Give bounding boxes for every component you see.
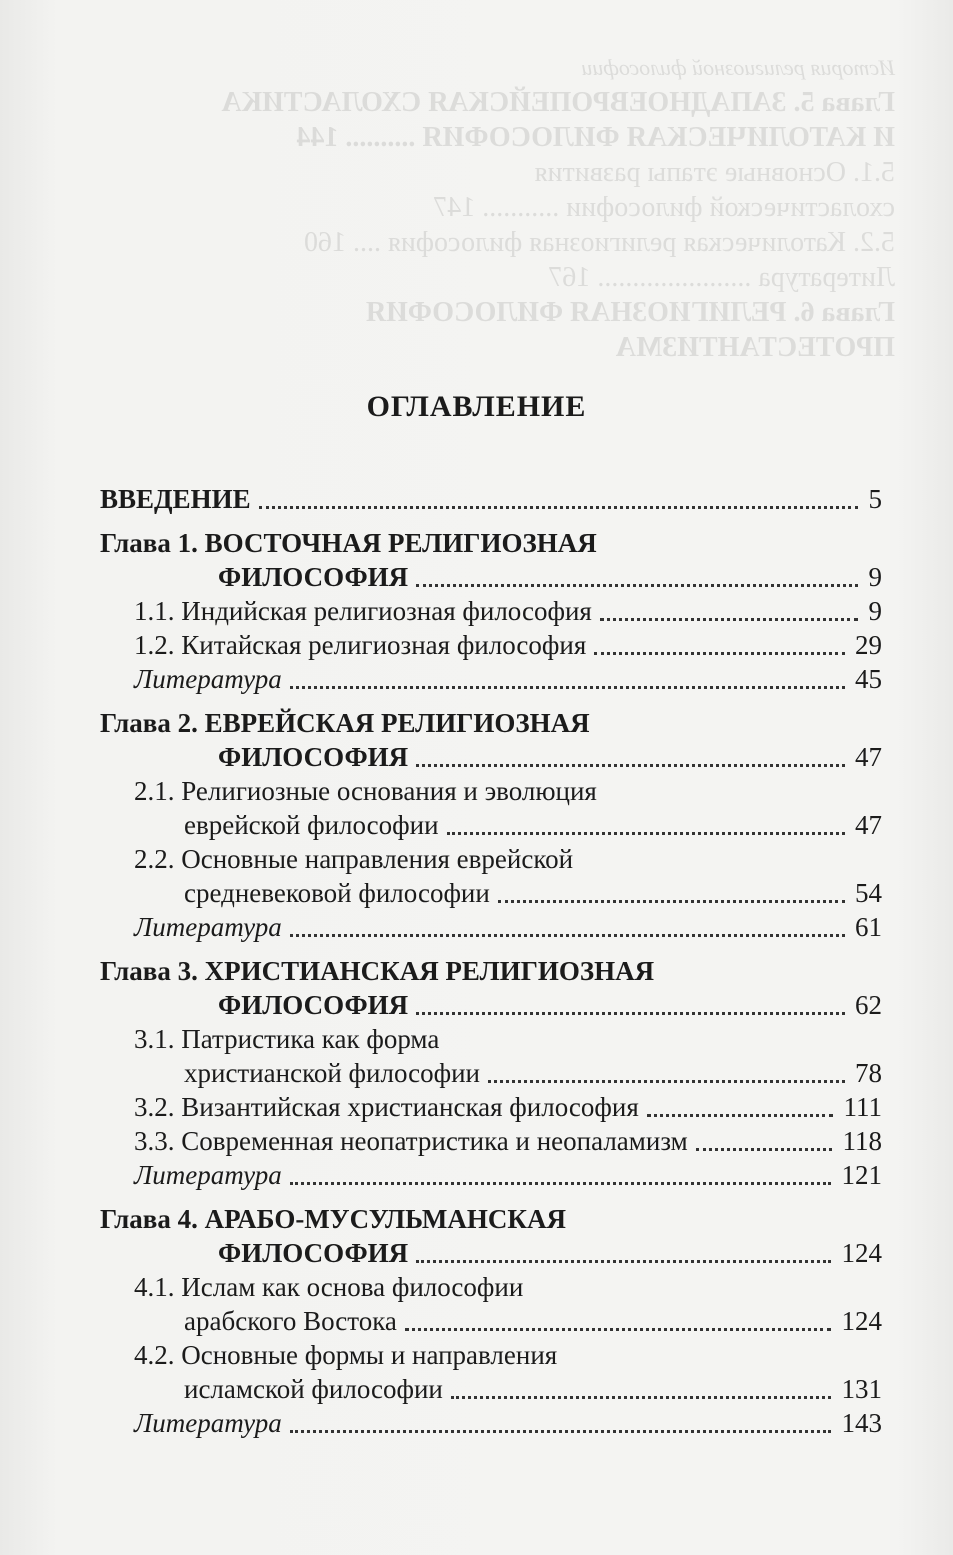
toc-entry bbox=[100, 910, 882, 944]
dot-leader bbox=[290, 934, 845, 937]
toc-entry bbox=[100, 808, 882, 842]
reverse-line: Литература ...................... 167 bbox=[548, 262, 895, 293]
toc-entry-title: ФИЛОСОФИЯ bbox=[218, 742, 409, 772]
toc-page-number: 9 bbox=[868, 596, 882, 626]
toc-page-number: 131 bbox=[841, 1374, 882, 1404]
toc-entry-title: Литература bbox=[134, 912, 282, 942]
toc-entry-title: арабского Востока bbox=[184, 1306, 397, 1336]
toc-entry-title: христианской философии bbox=[184, 1058, 481, 1088]
toc-entry-title: Литература bbox=[134, 664, 282, 694]
toc-entry-title: 3.3. Современная неопатристика и неопаламизм bbox=[134, 1126, 688, 1156]
toc-entry-title: ФИЛОСОФИЯ bbox=[218, 990, 409, 1020]
toc-entry bbox=[100, 1304, 882, 1338]
toc-entry bbox=[100, 842, 882, 876]
reverse-line: 5.1. Основные этапы развития bbox=[534, 157, 895, 188]
toc-entry-title: 2.2. Основные направления еврейской bbox=[134, 844, 574, 874]
toc-entry-title: ФИЛОСОФИЯ bbox=[218, 1238, 409, 1268]
toc-entry bbox=[100, 1236, 882, 1270]
toc-entry bbox=[100, 594, 882, 628]
toc-entry-title: 4.1. Ислам как основа философии bbox=[134, 1272, 524, 1302]
reverse-side-bleedthrough bbox=[95, 50, 895, 365]
toc-page-number: 61 bbox=[855, 912, 882, 942]
dot-leader bbox=[594, 652, 845, 655]
toc-entry-title: исламской философии bbox=[184, 1374, 443, 1404]
dot-leader bbox=[290, 1430, 831, 1433]
dot-leader bbox=[447, 832, 845, 835]
toc-entry-title: Глава 4. АРАБО-МУСУЛЬМАНСКАЯ bbox=[100, 1204, 566, 1234]
dot-leader bbox=[498, 900, 845, 903]
toc-entry bbox=[100, 1158, 882, 1192]
toc-entry bbox=[100, 954, 882, 988]
toc-entry bbox=[100, 662, 882, 696]
toc-entry-title: ФИЛОСОФИЯ bbox=[218, 562, 409, 592]
toc-page-number: 9 bbox=[868, 562, 882, 592]
toc-page-number: 121 bbox=[841, 1160, 882, 1190]
reverse-line: ПРОТЕСТАНТИЗМА bbox=[615, 332, 895, 363]
toc-entry-title: Литература bbox=[134, 1408, 282, 1438]
toc-entry-title: средневековой философии bbox=[184, 878, 490, 908]
toc-page-number: 118 bbox=[842, 1126, 882, 1156]
toc-entry bbox=[100, 1338, 882, 1372]
dot-leader bbox=[416, 764, 845, 767]
dot-leader bbox=[600, 618, 858, 621]
toc-page-number: 5 bbox=[868, 484, 882, 514]
dot-leader bbox=[451, 1396, 831, 1399]
toc-entry-title: Глава 1. ВОСТОЧНАЯ РЕЛИГИОЗНАЯ bbox=[100, 528, 597, 558]
toc-page-number: 143 bbox=[841, 1408, 882, 1438]
reverse-line: Глава 5. ЗАПАДНОЕВРОПЕЙСКАЯ СХОЛАСТИКА bbox=[221, 87, 895, 118]
toc-entry-title: 1.1. Индийская религиозная философия bbox=[134, 596, 592, 626]
toc-entry-title: 4.2. Основные формы и направления bbox=[134, 1340, 558, 1370]
toc-page-number: 124 bbox=[841, 1238, 882, 1268]
toc-entry-title: 1.2. Китайская религиозная философия bbox=[134, 630, 587, 660]
toc-entry bbox=[100, 1022, 882, 1056]
dot-leader bbox=[488, 1080, 845, 1083]
dot-leader bbox=[259, 506, 858, 509]
toc-entry bbox=[100, 988, 882, 1022]
dot-leader bbox=[290, 686, 845, 689]
toc-page-number: 29 bbox=[855, 630, 882, 660]
toc-entry bbox=[100, 628, 882, 662]
toc-page-number: 47 bbox=[855, 742, 882, 772]
toc-entry-title: ВВЕДЕНИЕ bbox=[100, 484, 251, 514]
dot-leader bbox=[290, 1182, 831, 1185]
toc-page-number: 47 bbox=[855, 810, 882, 840]
toc-entry-title: 3.2. Византийская христианская философия bbox=[134, 1092, 639, 1122]
toc-entry-title: еврейской философии bbox=[184, 810, 439, 840]
toc-page-number: 62 bbox=[855, 990, 882, 1020]
toc-entry bbox=[100, 482, 882, 516]
reverse-line: И КАТОЛИЧЕСКАЯ ФИЛОСОФИЯ .......... 144 bbox=[296, 122, 895, 153]
toc-entry bbox=[100, 740, 882, 774]
toc-entry bbox=[100, 1372, 882, 1406]
toc-entry-title: 2.1. Религиозные основания и эволюция bbox=[134, 776, 597, 806]
toc-entry bbox=[100, 1202, 882, 1236]
toc-entry-title: 3.1. Патристика как форма bbox=[134, 1024, 440, 1054]
toc-page-number: 78 bbox=[855, 1058, 882, 1088]
dot-leader bbox=[405, 1328, 831, 1331]
dot-leader bbox=[416, 584, 858, 587]
toc-entry bbox=[100, 706, 882, 740]
reverse-line: Глава 6. РЕЛИГИОЗНАЯ ФИЛОСОФИЯ bbox=[365, 297, 895, 328]
toc-entry bbox=[100, 526, 882, 560]
reverse-line: схоластической философии ........... 147 bbox=[433, 192, 895, 223]
table-of-contents bbox=[100, 482, 882, 1440]
toc-page-number: 54 bbox=[855, 878, 882, 908]
toc-entry-title: Глава 3. ХРИСТИАНСКАЯ РЕЛИГИОЗНАЯ bbox=[100, 956, 655, 986]
toc-entry bbox=[100, 774, 882, 808]
reverse-line: 5.2. Католическая религиозная философия .... 160 bbox=[303, 227, 895, 258]
toc-entry-title: Глава 2. ЕВРЕЙСКАЯ РЕЛИГИОЗНАЯ bbox=[100, 708, 590, 738]
toc-page-number: 111 bbox=[843, 1092, 882, 1122]
toc-entry bbox=[100, 1406, 882, 1440]
toc-entry bbox=[100, 1124, 882, 1158]
toc-entry bbox=[100, 1090, 882, 1124]
reverse-running-head: История религиозной философии bbox=[581, 55, 895, 80]
toc-page-number: 45 bbox=[855, 664, 882, 694]
toc-entry bbox=[100, 1270, 882, 1304]
toc-entry bbox=[100, 876, 882, 910]
toc-entry bbox=[100, 1056, 882, 1090]
toc-title: ОГЛАВЛЕНИЕ bbox=[366, 390, 587, 423]
dot-leader bbox=[416, 1260, 831, 1263]
dot-leader bbox=[647, 1114, 833, 1117]
toc-page-number: 124 bbox=[841, 1306, 882, 1336]
dot-leader bbox=[696, 1148, 832, 1151]
toc-entry bbox=[100, 560, 882, 594]
toc-entry-title: Литература bbox=[134, 1160, 282, 1190]
dot-leader bbox=[416, 1012, 845, 1015]
